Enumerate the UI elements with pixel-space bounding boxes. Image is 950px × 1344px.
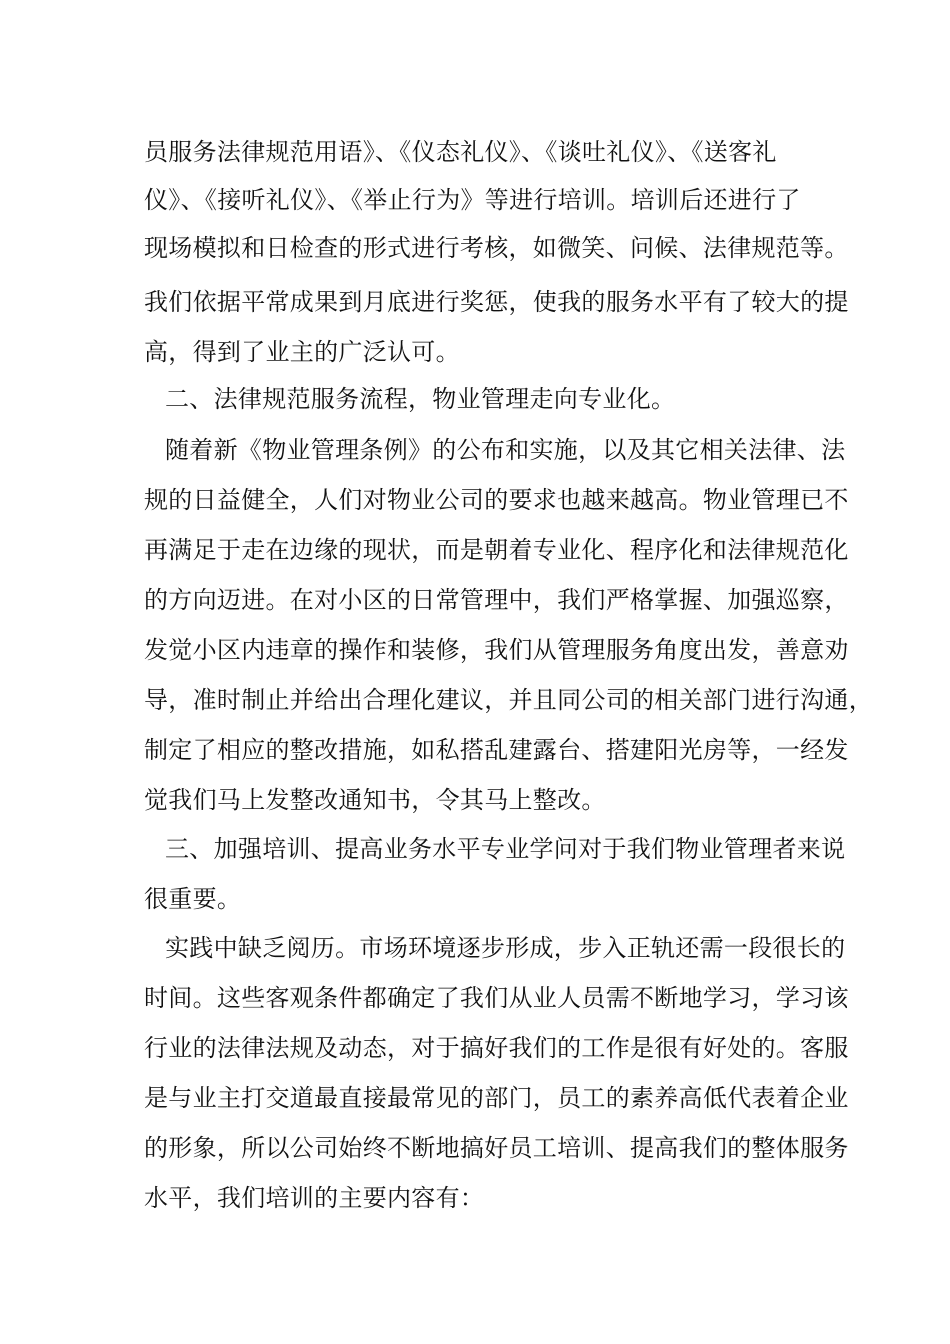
text-line: 随着新《物业管理条例》的公布和实施，以及其它相关法律、法 — [165, 436, 846, 464]
text-line: 时间。这些客观条件都确定了我们从业人员需不断地学习，学习该 — [144, 984, 849, 1012]
text-line: 的形象，所以公司始终不断地搞好员工培训、提高我们的整体服务 — [144, 1134, 849, 1162]
text-line: 仪》、《接听礼仪》、《举止行为》等进行培训。培训后还进行了 — [144, 186, 801, 214]
section-heading: 二、法律规范服务流程，物业管理走向专业化。 — [165, 385, 676, 413]
text-line: 水平，我们培训的主要内容有： — [144, 1184, 485, 1212]
text-line: 高，得到了业主的广泛认可。 — [144, 338, 460, 366]
text-line: 是与业主打交道最直接最常见的部门，员工的素养高低代表着企业 — [144, 1084, 849, 1112]
text-line: 实践中缺乏阅历。市场环境逐步形成，步入正轨还需一段很长的 — [165, 934, 846, 962]
text-line: 再满足于走在边缘的现状，而是朝着专业化、程序化和法律规范化 — [144, 536, 849, 564]
section-heading: 三、加强培训、提高业务水平专业学问对于我们物业管理者来说 — [165, 835, 846, 863]
text-line: 发觉小区内违章的操作和装修，我们从管理服务角度出发，善意劝 — [144, 636, 849, 664]
text-line: 规的日益健全，人们对物业公司的要求也越来越高。物业管理已不 — [144, 486, 849, 514]
text-line: 行业的法律法规及动态，对于搞好我们的工作是很有好处的。客服 — [144, 1034, 849, 1062]
text-line: 我们依据平常成果到月底进行奖惩，使我的服务水平有了较大的提 — [144, 288, 849, 316]
text-line: 的方向迈进。在对小区的日常管理中，我们严格掌握、加强巡察， — [144, 586, 849, 614]
text-line: 导，准时制止并给出合理化建议，并且同公司的相关部门进行沟通， — [144, 686, 873, 714]
text-line: 制定了相应的整改措施，如私搭乱建露台、搭建阳光房等，一经发 — [144, 736, 849, 764]
text-line: 员服务法律规范用语》、《仪态礼仪》、《谈吐礼仪》、《送客礼 — [144, 138, 777, 166]
text-line: 觉我们马上发整改通知书，令其马上整改。 — [144, 786, 606, 814]
text-line: 现场模拟和日检查的形式进行考核，如微笑、问候、法律规范等。 — [144, 234, 849, 262]
section-heading-continued: 很重要。 — [144, 885, 242, 913]
